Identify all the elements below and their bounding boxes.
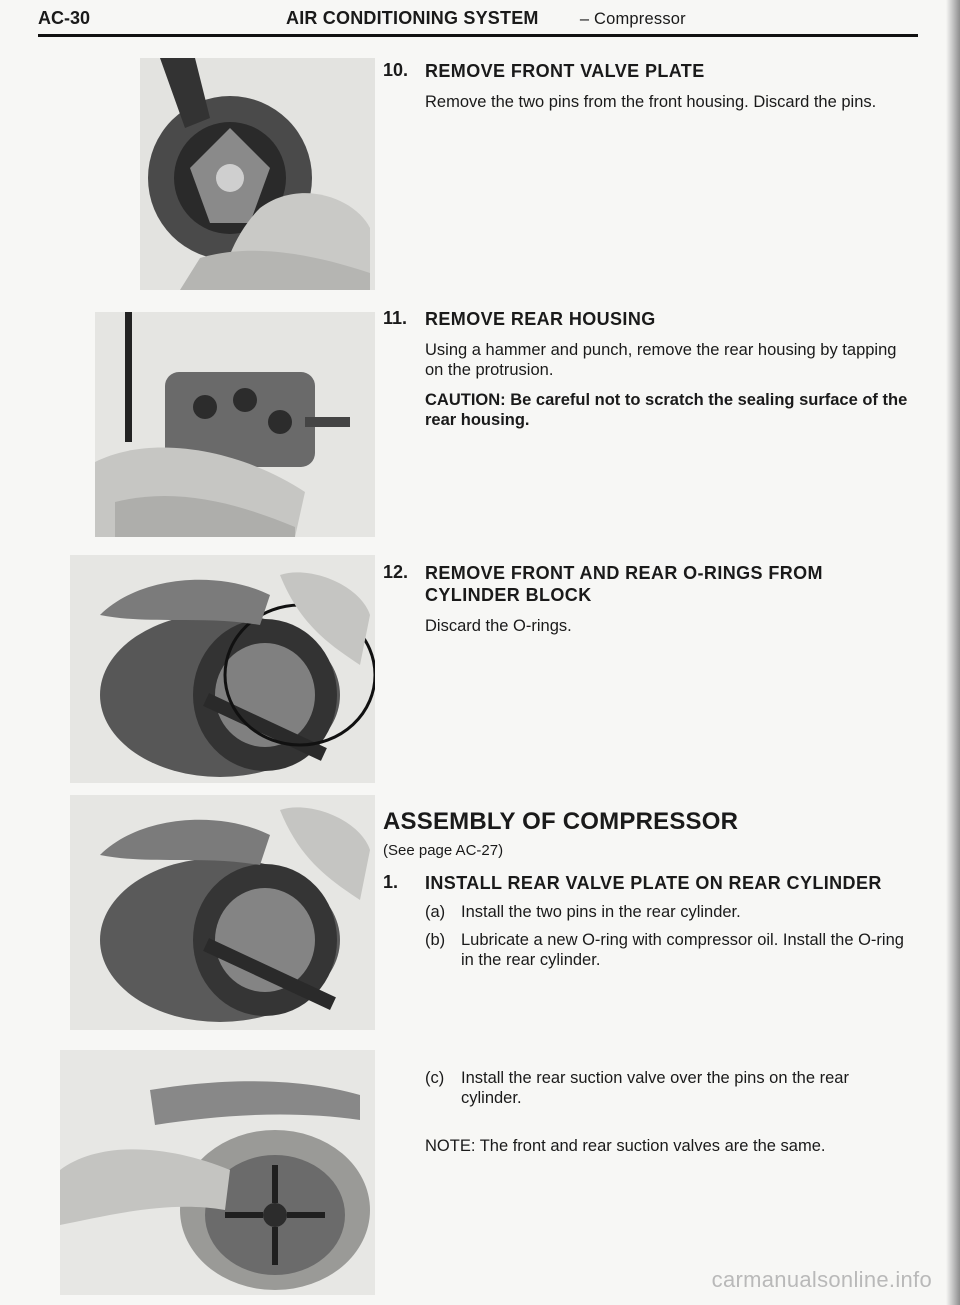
- note: NOTE: The front and rear suction valves are the same.: [425, 1137, 826, 1155]
- page-header: [38, 8, 918, 38]
- step-number: 11.: [383, 308, 408, 328]
- page-title-sub: – Compressor: [579, 10, 686, 28]
- substep-b: [425, 930, 913, 970]
- substep-label: (a): [425, 903, 446, 921]
- step-heading: INSTALL REAR VALVE PLATE ON REAR CYLINDER: [425, 873, 882, 893]
- substep-text: Install the two pins in the rear cylinder.: [461, 903, 741, 921]
- substep-c: [425, 1068, 913, 1108]
- photo-remove-front-valve-plate: [140, 58, 375, 290]
- step-12: [383, 562, 913, 636]
- step-heading: REMOVE FRONT VALVE PLATE: [425, 61, 705, 81]
- step-heading: REMOVE REAR HOUSING: [425, 309, 656, 329]
- page-title-main: AIR CONDITIONING SYSTEM: [286, 8, 539, 28]
- section-title: ASSEMBLY OF COMPRESSOR: [383, 808, 739, 835]
- header-rule: [38, 34, 918, 37]
- step-number: 12.: [383, 562, 409, 582]
- substep-label: (b): [425, 931, 446, 949]
- page-title: [286, 8, 686, 29]
- caution: [425, 390, 913, 430]
- photo-install-rear-valve-plate: [70, 795, 375, 1030]
- step-11: [383, 308, 913, 430]
- step-body: Remove the two pins from the front housing. Discard the pins.: [425, 93, 877, 111]
- see-page-reference: (See page AC-27): [383, 842, 504, 859]
- photo-2-illustration: [95, 312, 375, 537]
- step-number: 10.: [383, 60, 409, 80]
- step-10: [383, 60, 913, 112]
- step-body: Using a hammer and punch, remove the rear housing by tapping on the protrusion.: [425, 341, 897, 379]
- photo-install-suction-valve: [60, 1050, 375, 1295]
- caution-label: CAUTION:: [425, 391, 506, 409]
- photo-5-illustration: [60, 1050, 375, 1295]
- photo-3-illustration: [70, 555, 375, 783]
- substep-text: Lubricate a new O-ring with compressor oil. Install the O-ring in the rear cylinder.: [461, 931, 904, 969]
- photo-1-illustration: [140, 58, 375, 290]
- substeps: [425, 902, 913, 1108]
- photo-4-illustration: [70, 795, 375, 1030]
- substep-a: [425, 902, 913, 922]
- photo-remove-o-rings: [70, 555, 375, 783]
- assembly-step-1: [383, 872, 913, 1108]
- scan-edge: [946, 0, 960, 1305]
- step-number: 1.: [383, 872, 399, 892]
- caution-text: Be careful not to scratch the sealing surface of the rear housing.: [425, 391, 908, 429]
- step-heading: REMOVE FRONT AND REAR O-RINGS FROM CYLINDER BLOCK: [425, 563, 823, 605]
- page-number: AC-30: [38, 8, 91, 28]
- substep-text: Install the rear suction valve over the pins on the rear cylinder.: [461, 1069, 849, 1107]
- watermark: carmanualsonline.info: [711, 1267, 932, 1292]
- step-body: Discard the O-rings.: [425, 617, 572, 635]
- photo-remove-rear-housing: [95, 312, 375, 537]
- substep-label: (c): [425, 1069, 445, 1087]
